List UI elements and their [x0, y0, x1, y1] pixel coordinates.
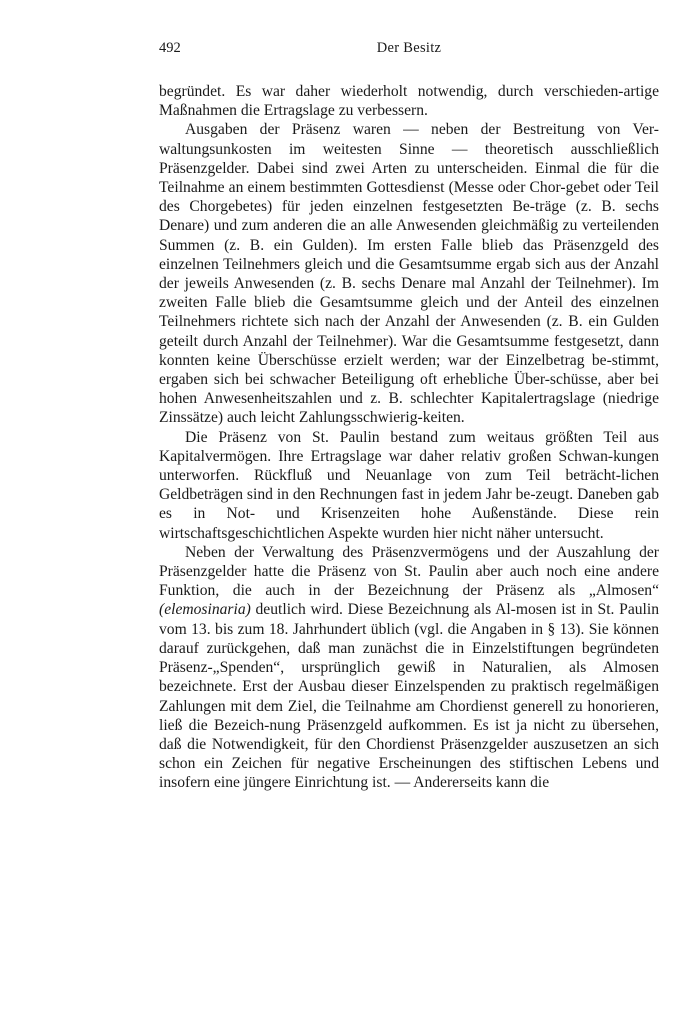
paragraph-expenses: Ausgaben der Präsenz waren — neben der Bestreitung von Ver-waltungsunkosten im weitesten Sinne — theoretisch ausschließlich Präsenzgelder. Dabei sind zwei Arten zu unterscheiden. Einmal die für die Teilnahme an einem bestimmten Gottesdienst (Messe oder Chor-gebet oder Teil des Chorgebetes) für jeden einzelnen festgesetzten Be-träge (z. B. sechs Denare) und zum anderen die an alle Anwesenden gleichmäßig zu verteilenden Summen (z. B. ein Gulden). Im ersten Falle blieb das Präsenzgeld des einzelnen Teilnehmers gleich und die Gesamtsumme ergab sich aus der Anzahl der jeweils Anwesenden (z. B. sechs Denare mal Anzahl der Teilnehmer). Im zweiten Falle blieb die Gesamtsumme gleich und der Anteil des einzelnen Teilnehmers richtete sich nach der Anzahl der Anwesenden (z. B. ein Gulden geteilt durch Anzahl der Teilnehmer). War die Gesamtsumme festgesetzt, dann konnten keine Überschüsse erzielt werden; war der Einzelbetrag be-stimmt, ergaben sich bei schwacher Beteiligung oft erhebliche Über-schüsse, aber bei hohen Anwesenheitszahlen und z. B. schlechter Kapitalertragslage (niedrige Zinssätze) auch leicht Zahlungsschwierig-keiten. [159, 121, 659, 427]
book-page [159, 40, 659, 793]
paragraph-alms-text-before: Neben der Verwaltung des Präsenzvermögens und der Auszahlung der Präsenzgelder hatte die Präsenz von St. Paulin aber auch noch eine andere Funktion, die auch in der Bezeichnung der Präsenz als „Almosen“ [159, 543, 659, 600]
page-number: 492 [159, 40, 181, 56]
body-text [159, 82, 659, 793]
paragraph-alms-text-after: deutlich wird. Diese Bezeichnung als Al-mosen ist in St. Paulin vom 13. bis zum 18. Jahrhundert üblich (vgl. die Angaben in § 13). Sie können darauf zurückgehen, daß man zunächst die in Einzelstiftungen begründeten Präsenz-„Spenden“, ursprünglich gewiß in Naturalien, als Almosen bezeichnete. Erst der Ausbau dieser Einzelspenden zu praktisch regelmäßigen Zahlungen mit dem Ziel, die Teilnahme am Chordienst generell zu honorieren, ließ die Bezeich-nung Präsenzgeld aufkommen. Es ist ja nicht zu übersehen, daß die Notwendigkeit, für den Chordienst Präsenzgelder auszusetzen an sich schon ein Zeichen für negative Erscheinungen des stiftischen Lebens und insofern eine jüngere Einrichtung ist. — Andererseits kann die [159, 601, 659, 792]
paragraph-capital-assets: Die Präsenz von St. Paulin bestand zum weitaus größten Teil aus Kapitalvermögen. Ihre Ertragslage war daher relativ großen Schwan-kungen unterworfen. Rückfluß und Neuanlage von zum Teil beträcht-lichen Geldbeträgen sind in den Rechnungen fast in jedem Jahr be-zeugt. Daneben gab es in Not- und Krisenzeiten hohe Außenstände. Diese rein wirtschaftsgeschichtlichen Aspekte wurden hier nicht näher untersucht. [159, 428, 659, 542]
latin-term-elemosinaria: (elemosinaria) [159, 601, 251, 619]
running-head [159, 40, 659, 70]
running-title: Der Besitz [376, 40, 442, 56]
paragraph-continuation: begründet. Es war daher wiederholt notwendig, durch verschieden-artige Maßnahmen die Ertragslage zu verbessern. [159, 83, 659, 120]
paragraph-alms-function [159, 543, 659, 793]
